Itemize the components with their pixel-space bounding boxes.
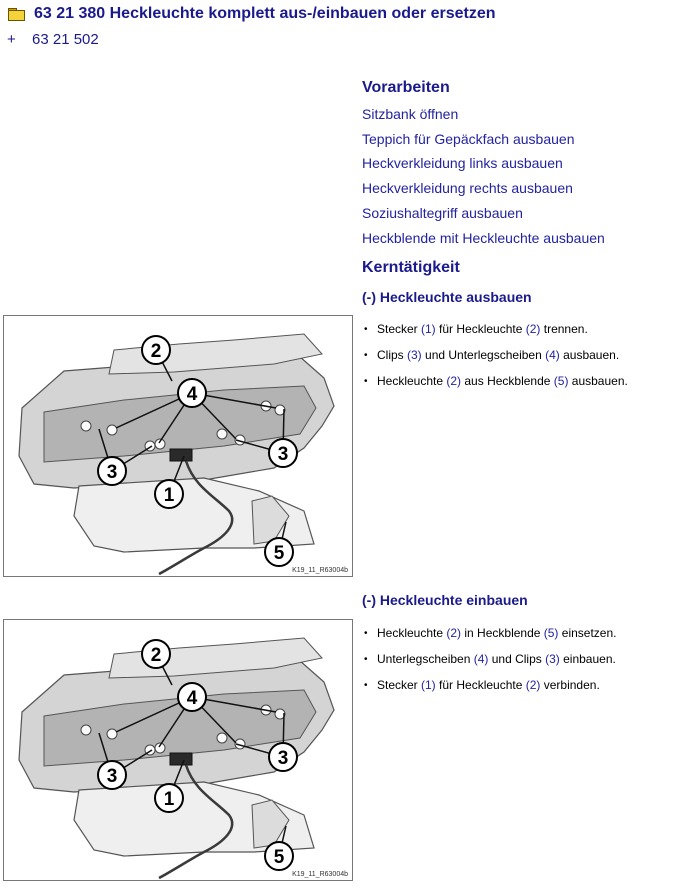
clip-shape	[81, 725, 91, 735]
ref-link[interactable]: (2)	[525, 322, 541, 336]
step-item: • Heckleuchte (2) aus Heckblende (5) ausbauen.	[364, 374, 628, 388]
page-title: 63 21 380 Heckleuchte komplett aus-/einbauen oder ersetzen	[34, 5, 496, 22]
ref-link[interactable]: (4)	[545, 348, 560, 362]
figure-ausbauen	[3, 315, 353, 577]
bullet-icon: •	[364, 654, 368, 665]
callout-number: 5	[273, 543, 285, 564]
ref-link[interactable]: (3)	[545, 652, 560, 666]
clip-shape	[107, 729, 117, 739]
callout-number: 3	[106, 462, 118, 483]
ref-link[interactable]: (2)	[446, 626, 462, 640]
callout-number: 1	[163, 485, 175, 506]
heckleuchte-illustration	[4, 620, 352, 880]
link-heckblende[interactable]: Heckblende mit Heckleuchte ausbauen	[362, 230, 605, 246]
link-soziushaltegriff[interactable]: Soziushaltegriff ausbauen	[362, 205, 523, 221]
bullet-icon: •	[364, 680, 368, 691]
heading-einbauen: (-) Heckleuchte einbauen	[362, 592, 528, 608]
ref-link[interactable]: (1)	[421, 322, 436, 336]
clip-shape	[217, 733, 227, 743]
step-item: • Stecker (1) für Heckleuchte (2) trennen.	[364, 322, 588, 336]
heading-ausbauen: (-) Heckleuchte ausbauen	[362, 289, 532, 305]
callout-number: 3	[277, 748, 289, 769]
related-code[interactable]: 63 21 502	[32, 31, 99, 48]
callout-number: 3	[106, 766, 118, 787]
link-heckverkleidung-links[interactable]: Heckverkleidung links ausbauen	[362, 155, 563, 171]
ref-link[interactable]: (1)	[421, 678, 436, 692]
callout-number: 2	[150, 645, 162, 666]
figure-caption: K19_11_R63004b	[292, 871, 348, 878]
heckleuchte-illustration	[4, 316, 352, 576]
step-item: • Heckleuchte (2) in Heckblende (5) einsetzen.	[364, 626, 617, 640]
folder-icon	[8, 8, 24, 20]
step-item: • Clips (3) und Unterlegscheiben (4) ausbauen.	[364, 348, 620, 362]
callout-number: 2	[150, 341, 162, 362]
ref-link[interactable]: (2)	[446, 374, 462, 388]
bullet-icon: •	[364, 628, 368, 639]
ref-link[interactable]: (4)	[473, 652, 489, 666]
clip-shape	[107, 425, 117, 435]
clip-shape	[217, 429, 227, 439]
plus-icon: +	[7, 31, 16, 48]
ref-link[interactable]: (3)	[407, 348, 422, 362]
link-teppich[interactable]: Teppich für Gepäckfach ausbauen	[362, 131, 575, 147]
ref-link[interactable]: (5)	[543, 626, 559, 640]
bullet-icon: •	[364, 324, 368, 335]
related-code-row[interactable]	[7, 31, 99, 48]
ref-link[interactable]: (2)	[525, 678, 541, 692]
title-row	[8, 4, 496, 24]
callout-number: 3	[277, 444, 289, 465]
callout-number: 4	[186, 688, 198, 709]
figure-caption: K19_11_R63004b	[292, 567, 348, 574]
link-sitzbank[interactable]: Sitzbank öffnen	[362, 106, 459, 122]
callout-number: 5	[273, 847, 285, 868]
figure-einbauen	[3, 619, 353, 881]
step-item: • Unterlegscheiben (4) und Clips (3) einbauen.	[364, 652, 616, 666]
link-heckverkleidung-rechts[interactable]: Heckverkleidung rechts ausbauen	[362, 180, 573, 196]
connector-shape	[170, 449, 192, 461]
step-item: • Stecker (1) für Heckleuchte (2) verbinden.	[364, 678, 600, 692]
heading-kerntaetigkeit: Kerntätigkeit	[362, 259, 460, 276]
callout-number: 1	[163, 789, 175, 810]
bullet-icon: •	[364, 350, 368, 361]
heading-vorarbeiten: Vorarbeiten	[362, 79, 450, 96]
clip-shape	[81, 421, 91, 431]
bullet-icon: •	[364, 376, 368, 387]
connector-shape	[170, 753, 192, 765]
callout-number: 4	[186, 384, 198, 405]
ref-link[interactable]: (5)	[553, 374, 569, 388]
